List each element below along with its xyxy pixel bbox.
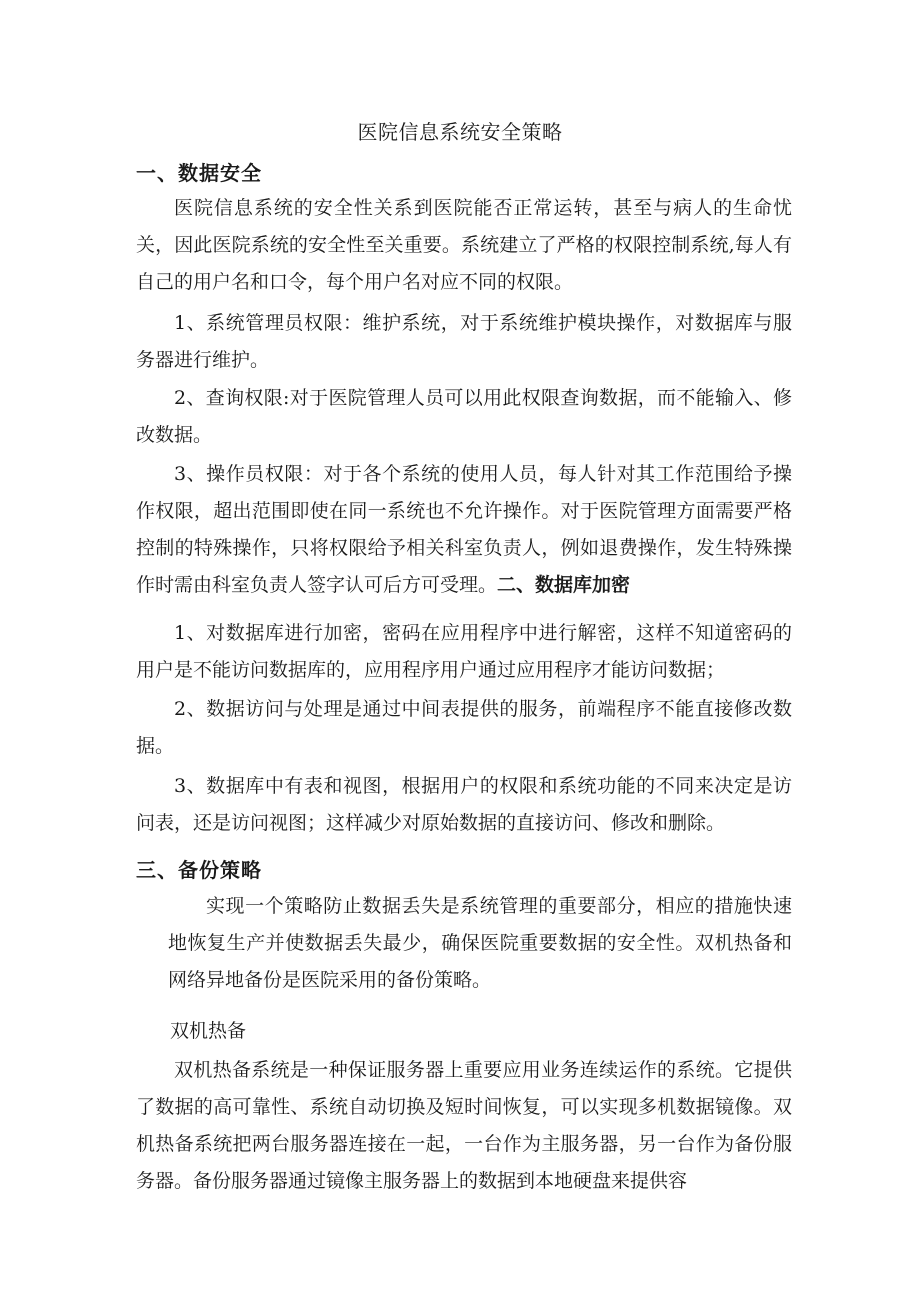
- section2-item1: 1、对数据库进行加密，密码在应用程序中进行解密，这样不知道密码的用户是不能访问数据库的，应用程序用户通过应用程序才能访问数据；: [136, 622, 792, 681]
- section1-heading: 一、数据安全: [136, 161, 262, 185]
- section1-item1: 1、系统管理员权限：维护系统，对于系统维护模块操作，对数据库与服务器进行维护。: [136, 312, 792, 371]
- section3-heading: 三、备份策略: [136, 858, 262, 882]
- section2-item3: 3、数据库中有表和视图，根据用户的权限和系统功能的不同来决定是访问表，还是访问视图；这样减少对原始数据的直接访问、修改和删除。: [136, 775, 792, 834]
- document-title: 医院信息系统安全策略: [357, 120, 563, 144]
- section3-subheading: 双机热备: [170, 1020, 247, 1042]
- section1-item3-paragraph: [136, 456, 792, 604]
- section1-item2: 2、查询权限:对于医院管理人员可以用此权限查询数据，而不能输入、修改数据。: [136, 387, 792, 446]
- section1-item3: 3、操作员权限：对于各个系统的使用人员，每人针对其工作范围给予操作权限，超出范围即使在同一系统也不允许操作。对于医院管理方面需要严格控制的特殊操作，只将权限给予相关科室负责人，例如退费操作，发生特殊操作时需由科室负责人签字认可后方可受理。: [136, 463, 792, 596]
- section2-heading: 二、数据库加密: [497, 574, 631, 596]
- section3-body: 双机热备系统是一种保证服务器上重要应用业务连续运作的系统。它提供了数据的高可靠性、系统自动切换及短时间恢复，可以实现多机数据镜像。双机热备系统把两台服务器连接在一起，一台作为主服务器，另一台作为备份服务器。备份服务器通过镜像主服务器上的数据到本地硬盘来提供容: [136, 1059, 792, 1192]
- section3-intro: 实现一个策略防止数据丢失是系统管理的重要部分，相应的措施快速地恢复生产并使数据丢失最少，确保医院重要数据的安全性。双机热备和网络异地备份是医院采用的备份策略。: [168, 895, 792, 991]
- section1-intro: 医院信息系统的安全性关系到医院能否正常运转，甚至与病人的生命忧关，因此医院系统的安全性至关重要。系统建立了严格的权限控制系统,每人有自己的用户名和口令，每个用户名对应不同的权限。: [136, 197, 792, 293]
- section2-item2: 2、数据访问与处理是通过中间表提供的服务，前端程序不能直接修改数据。: [136, 698, 792, 757]
